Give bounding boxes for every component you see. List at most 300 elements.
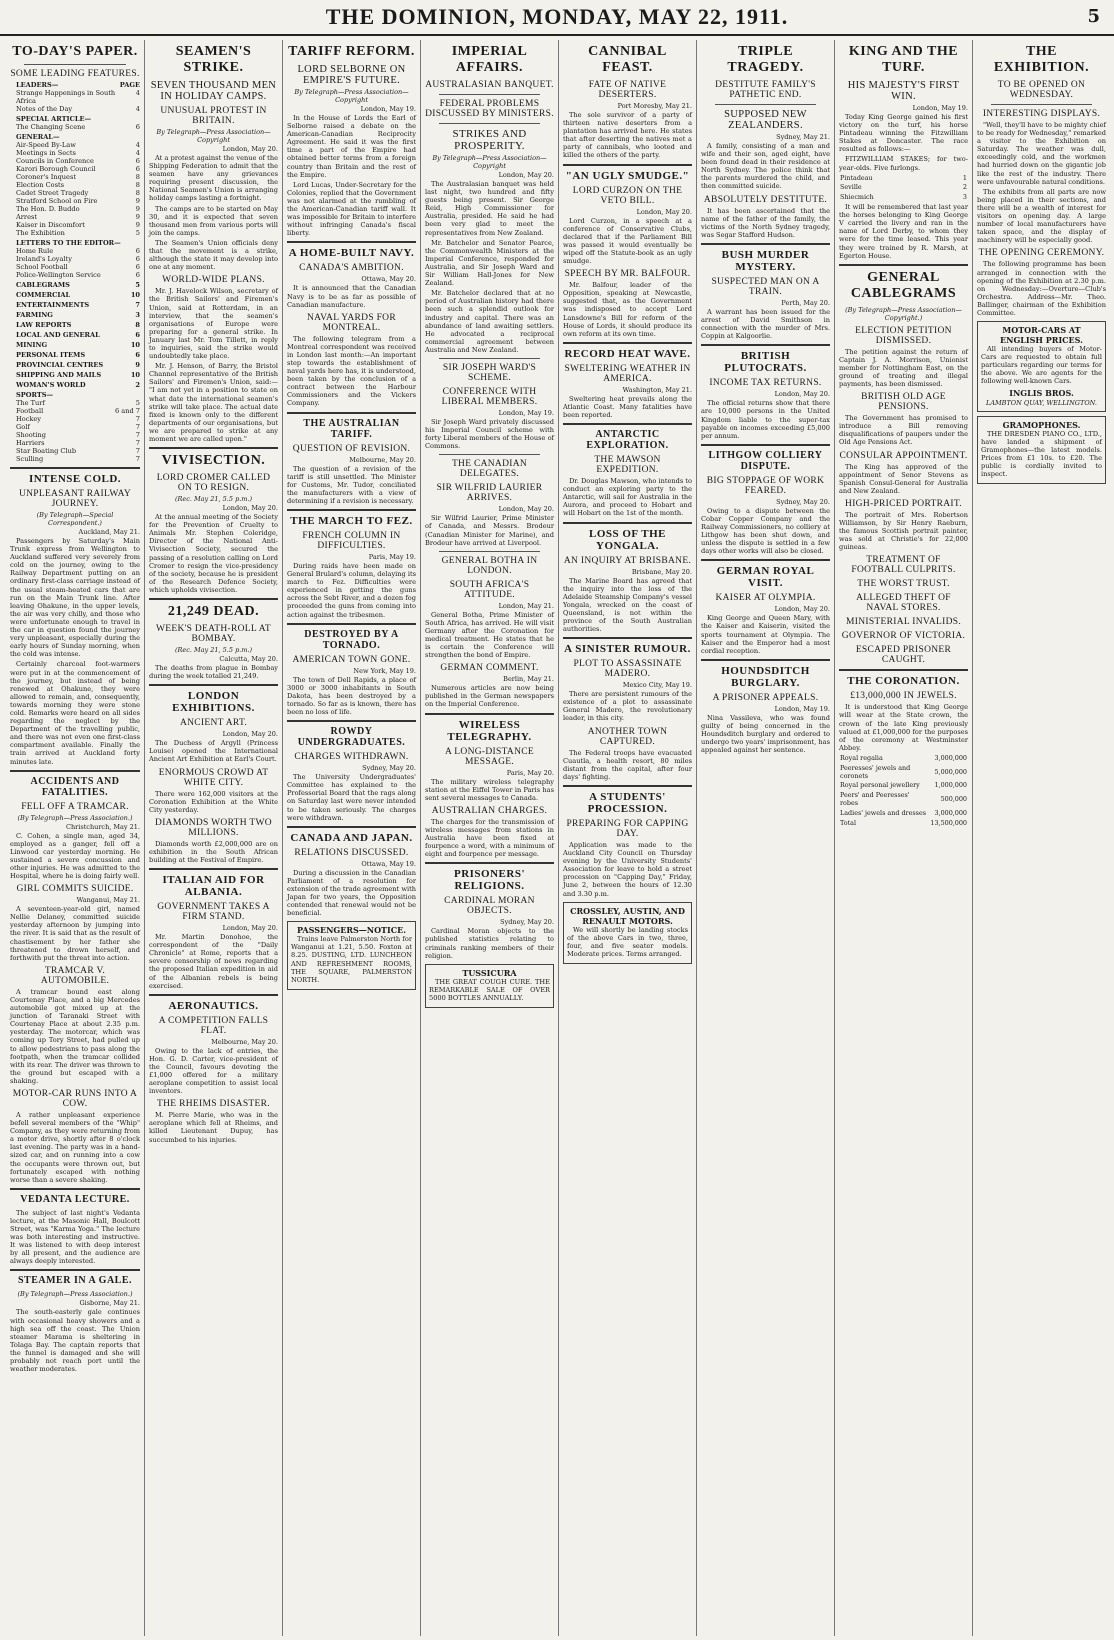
lithgow-sub: BIG STOPPAGE OF WORK FEARED. [706, 475, 825, 496]
cable-sub: BRITISH OLD AGE PENSIONS. [861, 392, 946, 413]
smudge-sub: LORD CURZON ON THE VETO BILL. [572, 185, 683, 206]
toc-page: 7 [135, 431, 140, 439]
toc-label: GENERAL— [16, 133, 60, 141]
steamer-heading: STEAMER IN A GALE. [17, 1275, 133, 1287]
table-cell: 500,000 [940, 795, 967, 804]
smudge-heading: "AN UGLY SMUDGE." [565, 169, 690, 182]
imperial-sub2: FEDERAL PROBLEMS DISCUSSED BY MINISTERS. [425, 99, 554, 119]
column-8 [972, 40, 1110, 1636]
exhibitions-dateline: London, May 20. [222, 730, 278, 739]
albania-para: Mr. Martin Donohoe, the correspondent of the "Daily Chronicle" at Rome, reports that a severe censorship of news regarding the proposed Italian expedition in aid of the Albanian rebels is being exercised. [149, 933, 278, 990]
column-1 [6, 40, 144, 1636]
fez-dateline: Paris, May 19. [368, 553, 416, 561]
bush-para: A warrant has been issued for the arrest of David Smithson in connection with the murder of Mrs. Coppin at Kalgoorlie. [701, 307, 830, 341]
rowdy-sub: CHARGES WITHDRAWN. [294, 752, 409, 763]
burglary-dateline: London, May 19. [774, 704, 830, 713]
toc-page: 9 [135, 213, 140, 221]
table-cell: Peers' and Peeresses' robes [840, 791, 910, 807]
heat-heading: RECORD HEAT WAVE. [564, 347, 691, 360]
table-cell: 2 [962, 183, 967, 192]
tornado-dateline: New York, May 19. [353, 666, 416, 675]
turf-race-name: FITZWILLIAM STAKES; for two-year-olds. Five furlongs. [839, 155, 968, 172]
toc-row [10, 415, 140, 423]
strike-dateline: London, May 20. [222, 145, 278, 153]
wireless-charges-sub: AUSTRALIAN CHARGES. [431, 805, 548, 816]
toc-page: 6 [135, 165, 140, 173]
students-para: Application was made to the Auckland City Council on Thursday evening by the University Students' Association for leave to hold a street procession on "Capping Day," Friday, June 2, between the hours of 12.30 and 3.30 p.m. [563, 840, 692, 898]
cable-sub: THE WORST TRUST. [857, 579, 950, 590]
masthead [0, 0, 1114, 36]
toc-page: 10 [130, 371, 140, 379]
tragedy-para: A family, consisting of a man and wife and their son, aged eight, have been found dead in their residence at North Sydney. The police think that the parents murdered the child, and then committed suicide. [701, 142, 830, 191]
aero-dateline: Melbourne, May 20. [211, 1037, 278, 1046]
toc-row [10, 381, 140, 389]
navy-heading: A HOME-BUILT NAVY. [288, 247, 415, 260]
rowdy-dateline: Sydney, May 20. [362, 764, 416, 773]
toc-page: 10 [130, 341, 140, 349]
albania-sub: GOVERNMENT TAKES A FIRM STAND. [157, 902, 270, 923]
toc-page: 9 [135, 205, 140, 213]
table-cell: Pintadeau [840, 173, 873, 182]
ad-heading: PASSENGERS—NOTICE. [296, 925, 406, 936]
column-2 [144, 40, 282, 1636]
destitute-para: It has been ascertained that the name of the father of the family, the victims of the North Sydney tragedy, was Segar Stafford Hudson. [701, 206, 830, 239]
toc-page: 5 [135, 281, 140, 289]
world-para: Mr. J. Henson, of Barry, the Bristol Channel representative of the British Sailors' and Firemen's Union, said:— "I am not yet in a position to state on what date the international seamen's strike will take place. The actual date fixed is known only to the different departments of our organisations, but we are prepared to strike at any moment we are called upon." [149, 362, 278, 443]
canada-japan-dateline: Ottawa, May 19. [361, 859, 416, 868]
turf-sub: HIS MAJESTY'S FIRST WIN. [847, 80, 960, 102]
yongala-heading: LOSS OF THE YONGALA. [588, 527, 667, 552]
strike-para: The camps are to be started on May 30, and it is expected that seven thousand men from various ports will join the camps. [149, 204, 278, 237]
destitute-sub: ABSOLUTELY DESTITUTE. [703, 194, 828, 205]
toc-row [10, 271, 140, 279]
toc-row [10, 301, 140, 309]
toc-label: Stratford School on Fire [16, 197, 98, 205]
toc-page: 7 [135, 301, 140, 309]
lithgow-heading: LITHGOW COLLIERY DISPUTE. [708, 449, 823, 472]
toc-label: Star Boating Club [16, 447, 77, 455]
german-sub: GERMAN COMMENT. [440, 663, 539, 674]
table-row [839, 781, 968, 791]
ad-heading: CROSSLEY, AUSTIN, AND RENAULT MOTORS. [570, 905, 685, 926]
toc-page: 2 [135, 381, 140, 389]
toc-label: Air-Speed By-Law [16, 141, 76, 149]
race-results [839, 174, 968, 203]
toc-row [10, 439, 140, 447]
strike-sub2: UNUSUAL PROTEST IN BRITAIN. [160, 106, 267, 126]
toc-row [10, 391, 140, 399]
delegates-para: Sir Wilfrid Laurier, Prime Minister of Canada, and Messrs. Brodeur (Canadian Minister for Marine), and Brodeur have arrived at Liverpool. [425, 514, 554, 547]
prisoners-sub: CARDINAL MORAN OBJECTS. [444, 896, 535, 917]
toc-row [10, 361, 140, 369]
toc-row [10, 455, 140, 463]
toc-row [10, 311, 140, 319]
heat-sub: SWELTERING WEATHER IN AMERICA. [564, 363, 691, 384]
tragedy-sub2: SUPPOSED NEW ZEALANDERS. [724, 109, 807, 131]
ward-para: Sir Joseph Ward privately discussed his Imperial Council scheme with forty Liberal members of the House of Commons. [425, 417, 554, 451]
ad-advertiser: INGLIS BROS. [1009, 387, 1074, 398]
column-3 [282, 40, 420, 1636]
toc-label: Shooting [16, 431, 46, 439]
masthead-title: THE DOMINION, MONDAY, MAY 22, 1911. [325, 4, 789, 29]
toc-label: LEADERS— [16, 81, 59, 89]
toc-row [10, 371, 140, 379]
toc-page: 6 [135, 271, 140, 279]
vivisection-dateline: London, May 20. [222, 504, 278, 513]
cable-para: The petition against the return of Captain J. A. Morrison, Unionist member for Nottingham East, on the ground of treating and illegal payments, has been dismissed. [839, 347, 968, 389]
toc-label: MINING [16, 341, 48, 349]
strike-para: The Seamen's Union officials deny that the movement is a strike, although the state it may develop into one at any moment. [149, 238, 278, 272]
bombay-byline: (Rec. May 21, 5.5 p.m.) [174, 646, 253, 655]
toc-row [10, 115, 140, 123]
toc-label: PERSONAL ITEMS [16, 351, 86, 359]
toc-label: ENTERTAINMENTS [16, 301, 90, 309]
cable-sub: ESCAPED PRISONER CAUGHT. [855, 645, 952, 666]
turf-para: Today King George gained his first victory on the turf, his horse Pintadeau winning the Fitzwilliam Stakes at Doncaster. The race resulted as follows:— [839, 113, 968, 154]
yongala-sub: AN INQUIRY AT BRISBANE. [563, 555, 692, 566]
ad-body: THE DRESDEN PIANO CO., LTD., have landed a shipment of Gramophones—the latest models. Prices from £1 10s. to £20. The public is cordially invited to inspect. [981, 429, 1102, 478]
steamer-byline: (By Telegraph—Press Association.) [17, 1290, 133, 1299]
toc-page [136, 391, 140, 399]
toc-row [10, 407, 140, 415]
delegates-dateline: London, May 20. [498, 505, 554, 514]
cannibal-dateline: Port Moresby, May 21. [617, 102, 692, 110]
table-cell: 1 [962, 173, 967, 182]
toc-label: FARMING [16, 311, 53, 319]
tragedy-sub: DESTITUTE FAMILY'S PATHETIC END. [715, 80, 816, 100]
tariff-sub: LORD SELBORNE ON EMPIRE'S FUTURE. [297, 64, 406, 86]
turf-dateline: London, May 19. [912, 104, 968, 112]
imperial-para: Mr. Batchelor and Senator Pearce, the Commonwealth Ministers at the Imperial Conference, responded for Australia, and Sir Joseph Ward and Sir William Hall-Jones for New Zealand. [425, 238, 554, 288]
town-captured-para: The Federal troops have evacuated Cuautla, a health resort, 80 miles distant from the capital, after four days' fighting. [563, 748, 692, 781]
ad-body: We will shortly be landing stocks of the above Cars in two, three, four, and five seater models. Moderate prices. Terms arranged. [567, 925, 688, 958]
column-7 [834, 40, 972, 1636]
botha-sub: SOUTH AFRICA'S ATTITUDE. [449, 579, 530, 600]
toc-label: School Football [16, 263, 68, 271]
prisoners-dateline: Sydney, May 20. [500, 918, 554, 927]
toc-row [10, 255, 140, 263]
accidents-dateline: Christchurch, May 21. [66, 822, 140, 831]
toc-page: 6 [135, 263, 140, 271]
toc-row [10, 229, 140, 237]
toc-page: 8 [135, 181, 140, 189]
toc-label: LETTERS TO THE EDITOR— [16, 239, 121, 247]
antarctic-para: Dr. Douglas Mawson, who intends to conduct an exploring party to the Antarctic, will sail for Australia in the Aurora, and proceed to Hobart and will Hobart on the 1st of the month. [563, 477, 692, 518]
smudge-dateline: London, May 20. [636, 207, 692, 216]
cable-sub: GOVERNOR OF VICTORIA. [841, 631, 966, 642]
toc-page: 4 [135, 105, 140, 113]
suicide-dateline: Wanganui, May 21. [76, 896, 140, 905]
cable-sub: TREATMENT OF FOOTBALL CULPRITS. [851, 555, 956, 576]
imperial-byline: By Telegraph—Press Association—Copyright [432, 154, 547, 170]
ward-heading: SIR JOSEPH WARD'S SCHEME. [442, 362, 537, 383]
toc-label: Notes of the Day [16, 105, 73, 113]
toc-row [10, 399, 140, 407]
aero-sub: A COMPETITION FALLS FLAT. [158, 1015, 269, 1036]
cable-sub: ALLEGED THEFT OF NAVAL STORES. [856, 593, 951, 614]
toc-page: 8 [135, 321, 140, 329]
toc-page: 6 [135, 255, 140, 263]
vivisection-byline: (Rec. May 21, 5.5 p.m.) [174, 495, 253, 504]
prisoners-heading: PRISONERS' RELIGIONS. [453, 868, 526, 893]
cable-sub: CONSULAR APPOINTMENT. [839, 450, 968, 461]
toc-label: The Hon. D. Buddo [16, 205, 80, 213]
smudge-para: Lord Curzon, in a speech at a conference of Conservative Clubs, declared that if the Parliament Bill was passed it would eventually be wiped off the Statute-book as an ugly smudge. [563, 216, 692, 266]
toc-label: Sculling [16, 455, 44, 463]
tariff-heading: TARIFF REFORM. [288, 44, 415, 59]
tariff-dateline: London, May 19. [360, 105, 416, 113]
accidents-sub: FELL OFF A TRAMCAR. [21, 801, 129, 812]
rowdy-para: The University Undergraduates' Committee has explained to the Professorial Board that the rags along on Saturday last were never intended to be taken seriously. The charges were withdrawn. [287, 773, 416, 822]
toc-label: Councils in Conference [16, 157, 94, 165]
toc-label: Golf [16, 423, 30, 431]
cold-byline: (By Telegraph—Special Correspondent.) [36, 511, 114, 527]
wireless-dateline: Paris, May 20. [506, 768, 554, 777]
imperial-para: The Australasian banquet was held last night, two hundred and fifty guests being present. Sir George Reid, High Commissioner for Australia, presided. He said he had been very glad to meet the representatives from New Zealand. [425, 180, 554, 237]
toc-label: Election Costs [16, 181, 65, 189]
aus-tariff-sub: QUESTION OF REVISION. [292, 443, 411, 454]
imperial-heading: IMPERIAL AFFAIRS. [451, 44, 528, 75]
toc-label: SHIPPING AND MAILS [16, 371, 102, 379]
town-captured-sub: ANOTHER TOWN CAPTURED. [587, 726, 668, 747]
strike-byline: By Telegraph—Press Association—Copyright [156, 128, 271, 144]
tragedy-dateline: Sydney, May 21. [776, 133, 830, 141]
toc-row [10, 173, 140, 181]
madero-sub: PLOT TO ASSASSINATE MADERO. [573, 659, 682, 680]
plutocrats-sub: INCOME TAX RETURNS. [709, 378, 822, 389]
kaiser-heading: GERMAN ROYAL VISIT. [716, 565, 815, 590]
toc-row [10, 81, 140, 89]
advertisement [977, 321, 1106, 411]
toc-row [10, 331, 140, 339]
albania-heading: ITALIAN AID FOR ALBANIA. [162, 874, 265, 899]
balfour-para: Mr. Balfour, leader of the Opposition, speaking at Newcastle, suggested that, as the Government was indisposed to accept Lord Lansdowne's Bill for reform of the House of Lords, it should produce its own reform at its own time. [563, 281, 692, 338]
toc-page [136, 239, 140, 247]
toc-row [10, 149, 140, 157]
diamonds-sub: DIAMONDS WORTH TWO MILLIONS. [155, 817, 272, 838]
toc-label: Cadet Street Tragedy [16, 189, 89, 197]
toc-page [136, 133, 140, 141]
steamer-para: The south-easterly gale continues with occasional heavy showers and a high sea off the coast. The Union steamer Marama is sheltering in Tolaga Bay. The captain reports that the funnel is damaged and she will probably not reach port until the weather moderates. [10, 1308, 140, 1374]
kaiser-para: King George and Queen Mary, with the Kaiser and Kaiserin, visited the sports tournament at Olympia. The Kaiser and the Emperor had a most cordial reception. [701, 614, 830, 655]
tariff-byline: By Telegraph—Press Association—Copyright [294, 88, 409, 104]
cable-para: The King has approved of the appointment of Senor Stevens as Spanish Consul-General for Australia and New Zealand. [839, 462, 968, 495]
toc-row [10, 263, 140, 271]
toc-page: 9 [135, 197, 140, 205]
vedanta-heading: VEDANTA LECTURE. [20, 1193, 130, 1205]
plutocrats-para: The official returns show that there are 10,000 persons in the United Kingdom liable to the super-tax payable on incomes exceeding £5,000 per annum. [701, 399, 830, 440]
vivisection-para: At the annual meeting of the Society for the Prevention of Cruelty to Animals Mr. Stephen Coleridge, Director of the National Anti-Vivisection Society, secured the passing of a resolution calling on Lord Cromer to resign the vice-presidency of the society, because he is president of the Research Defence Society, which upholds vivisection. [149, 513, 278, 594]
toc-label: The Exhibition [16, 229, 65, 237]
toc-label: Meetings in Sects [16, 149, 76, 157]
table-row [839, 764, 968, 782]
table-cell: Peeresses' jewels and coronets [840, 763, 911, 780]
burglary-heading: HOUNDSDITCH BURGLARY. [721, 664, 810, 689]
ad-body: Trains leave Palmerston North for Wanganui at 1.21, 5.50. Foxton at 8.25. DUSTING, LTD. LUNCHEON AND REFRESHMENT ROOMS, THE SQUARE, PALMERSTON NORTH. [291, 935, 412, 984]
table-cell: Shiecmich [840, 193, 874, 202]
cold-heading: INTENSE COLD. [28, 473, 122, 485]
tariff-para: Lord Lucas, Under-Secretary for the Colonies, replied that the Government was not alarmed at the rumbling of the American-Canadian tariff wall. It was impossible for Britain to interfere without infringing Canada's fiscal liberty. [287, 180, 416, 238]
wireless-para: The military wireless telegraphy station at the Eiffel Tower in Paris has sent several messages to Canada. [425, 777, 554, 802]
page-number: 5 [1087, 6, 1100, 27]
toc-label: Harriers [16, 439, 45, 447]
toc-page: 9 [135, 221, 140, 229]
toc-label: Kaiser in Discomfort [16, 221, 85, 229]
toc-label: Police-Wellington Service [16, 271, 101, 279]
toc-label: Hockey [16, 415, 42, 423]
toc-page: 6 and 7 [115, 407, 140, 415]
toc-row [10, 341, 140, 349]
tariff-para: In the House of Lords the Earl of Selborne raised a debate on the American-Canadian Reciprocity Agreement. He said it was the first time a part of the Empire had obtained better terms from a foreign country than Britain and the rest of the Empire. [287, 114, 416, 179]
toc-row [10, 157, 140, 165]
rowdy-heading: ROWDY UNDERGRADUATES. [297, 726, 406, 749]
students-sub: PREPARING FOR CAPPING DAY. [566, 818, 689, 839]
advertisement [287, 921, 416, 990]
imperial-sub: AUSTRALASIAN BANQUET. [425, 80, 554, 90]
advertisement [563, 902, 692, 964]
cable-para: The Government has promised to introduce a Bill removing disqualifications of paupers under the Old Age Pensions Act. [839, 414, 968, 447]
tramcar-para: A tramcar bound east along Courtenay Place, and a big Mercedes automobile got mixed up at the junction of Taranaki Street with Courtenay Place at about 2.35 p.m. yesterday. The motorcar, which was coming up Tory Street, had pulled up to allow pedestrians to pass along the footpath, when the tramcar collided with its rear. The driver was thrown to the ground but escaped with a shaking. [10, 987, 140, 1085]
exhibitions-sub: ANCIENT ART. [179, 718, 248, 729]
exhibitions-para: The Duchess of Argyll (Princess Louise) opened the International Ancient Art Exhibition at Earl's Court. [149, 739, 278, 764]
botha-heading: GENERAL BOTHA IN LONDON. [441, 555, 538, 576]
toc-page: 4 [135, 149, 140, 157]
canada-japan-heading: CANADA AND JAPAN. [290, 831, 413, 844]
toc-row [10, 247, 140, 255]
advertisement [425, 964, 554, 1008]
toc-page: 3 [135, 311, 140, 319]
suicide-para: A seventeen-year-old girl, named Nellie Delaney, committed suicide yesterday afternoon by jumping into the river. It is said that as the result of chastisement by her father she threatened to drown herself, and forthwith put the threat into action. [10, 905, 140, 962]
toc-row [10, 239, 140, 247]
toc-label: Coroner's Inquest [16, 173, 76, 181]
vivisection-heading: VIVISECTION. [161, 453, 266, 469]
toc-list [10, 81, 140, 463]
table-row [839, 819, 968, 829]
table-cell: Total [840, 818, 857, 827]
toc-page: 6 [135, 351, 140, 359]
cold-sub: UNPLEASANT RAILWAY JOURNEY. [18, 489, 132, 509]
wireless-heading: WIRELESS TELEGRAPHY. [447, 718, 532, 743]
wireless-charges-para: The charges for the transmission of wireless messages from stations in Australia have been fixed at fourpence a word, with a minimum of eight and fourpence per message. [425, 817, 554, 859]
toc-row [10, 141, 140, 149]
cow-sub: MOTOR-CAR RUNS INTO A COW. [12, 1088, 138, 1109]
table-row [839, 183, 968, 193]
toc-page: 7 [135, 447, 140, 455]
wireless-sub: A LONG-DISTANCE MESSAGE. [445, 746, 534, 767]
botha-para: General Botha, Prime Minister of South Africa, has arrived. He will visit Germany after the Coronation for medical treatment. He states that he is certain the Conference will strengthen the bond of Empire. [425, 610, 554, 660]
toc-row [10, 181, 140, 189]
accidents-byline: (By Telegraph—Press Association.) [17, 813, 133, 822]
toc-label: LOCAL AND GENERAL [16, 331, 100, 339]
toc-label: Ireland's Loyalty [16, 255, 72, 263]
cow-para: A rather unpleasant experience befell several members of the "Whip" Company, as they were returning from a motor drive, shortly after 8 o'clock last evening. The party was in a hand-sized car, and on running into a cow the occupants were thrown out, but fortunately escaped with nothing worse than a severe shaking. [10, 1110, 140, 1184]
toc-row [10, 291, 140, 299]
turf-para: It will be remembered that last year the horses belonging to King George V carried the livery and ran in the name of Lord Derby, to whom they were for the time leased. This year they were trained by R. Marsh, at Egerton House. [839, 203, 968, 260]
turf-heading: KING AND THE TURF. [848, 44, 959, 75]
toc-row [10, 213, 140, 221]
tramcar-sub: TRAMCAR V. AUTOMOBILE. [40, 965, 110, 986]
cable-sub: ELECTION PETITION DISMISSED. [855, 325, 952, 346]
toc-row [10, 221, 140, 229]
madero-heading: A SINISTER RUMOUR. [564, 643, 691, 656]
toc-label: The Changing Scene [16, 123, 86, 131]
plutocrats-dateline: London, May 20. [774, 390, 830, 399]
cable-para: The portrait of Mrs. Robertson Williamson, by Sir Henry Raeburn, the famous Scottish portrait painter, was sold at Christie's for 22,000 guineas. [839, 510, 968, 552]
toc-page: 5 [135, 399, 140, 407]
yongala-para: The Marine Board has agreed that the inquiry into the loss of the Adelaide Steamship Company's vessel Yongala, wrecked on the coast of Queensland, is not within the province of the South Australian authorities. [563, 576, 692, 634]
bush-heading: BUSH MURDER MYSTERY. [721, 248, 810, 273]
balfour-sub: SPEECH BY MR. BALFOUR. [564, 269, 691, 280]
table-cell: 3,000,000 [934, 808, 967, 817]
cablegrams-byline: (By Telegraph—Press Association—Copyright.) [845, 305, 962, 322]
steamer-dateline: Gisborne, May 21. [79, 1299, 140, 1308]
toc-subheading: SOME LEADING FEATURES. [10, 69, 140, 79]
toc-row [10, 165, 140, 173]
table-row [839, 193, 968, 203]
toc-page: 7 [135, 455, 140, 463]
exhibition-para: The exhibits from all parts are now being placed in their sections, and there will be a wealth of interest for visitors on opening day. A large number of local manufacturers have taken space, and the display of machinery will be especially good. [977, 187, 1106, 245]
table-cell: Royal regalia [840, 753, 883, 762]
navy-dateline: Ottawa, May 20. [361, 275, 416, 284]
cannibal-heading: CANNIBAL FEAST. [588, 44, 667, 75]
cold-para: Passengers by Saturday's Main Trunk express from Wellington to Auckland suffered very severely from cold on the journey, owing to the Railway Department putting on an ordinary first-class carriage instead of the usual steam-heated cars that are run on the Main Trunk line. After leaving Ohakune, in the upper levels, the air was very chilly, and those who were unfortunate enough to travel in the car in question found the journey very unpleasant, especially during the early hours of Sunday morning, when the cold was intense. [10, 537, 140, 659]
madero-dateline: Mexico City, May 19. [622, 681, 692, 690]
toc-page: 7 [135, 415, 140, 423]
toc-row [10, 321, 140, 329]
table-row [839, 809, 968, 819]
toc-page: 6 [135, 157, 140, 165]
accidents-para: C. Cohen, a single man, aged 34, employed as a ganger, fell off a Linwood car yesterday morning. He sustained a severe concussion and other injuries. He was admitted to the Hospital, where he is doing fairly well. [10, 831, 140, 881]
toc-page: 4 [135, 89, 140, 97]
imperial-dateline: London, May 20. [498, 171, 554, 179]
strike-sub: SEVEN THOUSAND MEN IN HOLIDAY CAMPS. [150, 80, 277, 102]
toc-row [10, 197, 140, 205]
delegates-sub: SIR WILFRID LAURIER ARRIVES. [436, 483, 543, 504]
coronation-heading: THE CORONATION. [847, 675, 960, 688]
toc-row [10, 89, 140, 105]
columns [6, 40, 1110, 1636]
toc-label: The Turf [16, 399, 45, 407]
ad-body: All intending buyers of Motor-Cars are requested to obtain full particulars regarding our terms for the above. We are agents for the following well-known Cars. [981, 345, 1102, 386]
ad-heading: TUSSICURA [462, 967, 517, 978]
cannibal-sub: FATE OF NATIVE DESERTERS. [588, 80, 667, 100]
aus-tariff-heading: THE AUSTRALIAN TARIFF. [303, 417, 400, 440]
ad-body: THE GREAT COUGH CURE. THE REMARKABLE SALE OF OVER 5000 BOTTLES ANNUALLY. [429, 977, 550, 1002]
advertisement [977, 416, 1106, 485]
toc-label: SPECIAL ARTICLE— [16, 115, 92, 123]
toc-page: PAGE [119, 81, 140, 89]
naval-yards-para: The following telegram from a Montreal correspondent was received in London last month:—An important step towards the establishment of naval yards here has, it is understood, been taken by the conclusion of a contract between the Harbour Commissioners and the Vickers Company. [287, 334, 416, 408]
toc-row [10, 423, 140, 431]
toc-page: 7 [135, 439, 140, 447]
cable-sub: HIGH-PRICED PORTRAIT. [845, 498, 962, 509]
table-cell: Royal personal jewellery [840, 781, 920, 790]
toc-row [10, 281, 140, 289]
accidents-heading: ACCIDENTS AND FATALITIES. [30, 775, 120, 798]
toc-row [10, 105, 140, 113]
lithgow-dateline: Sydney, May 20. [776, 497, 830, 506]
botha-dateline: London, May 21. [498, 601, 554, 610]
madero-para: There are persistent rumours of the existence of a plot to assassinate General Madero, the revolutionary leader, in this city. [563, 690, 692, 723]
toc-label: SPORTS— [16, 391, 54, 399]
toc-page: 6 [135, 123, 140, 131]
suicide-sub: GIRL COMMITS SUICIDE. [16, 884, 134, 895]
whitecity-para: There were 162,000 visitors at the Coronation Exhibition at the White City yesterday. [149, 789, 278, 814]
vedanta-para: The subject of last night's Vedanta lecture, at the Masonic Hall, Boulcott Street, was "Karma Yoga." The lecture was both interesting and instructive. It was listened to with deep interest by all present, and the audience are always deeply interested. [10, 1208, 140, 1266]
bombay-heading: 21,249 DEAD. [167, 604, 260, 620]
ward-dateline: London, May 19. [498, 408, 554, 417]
toc-page: 8 [135, 173, 140, 181]
